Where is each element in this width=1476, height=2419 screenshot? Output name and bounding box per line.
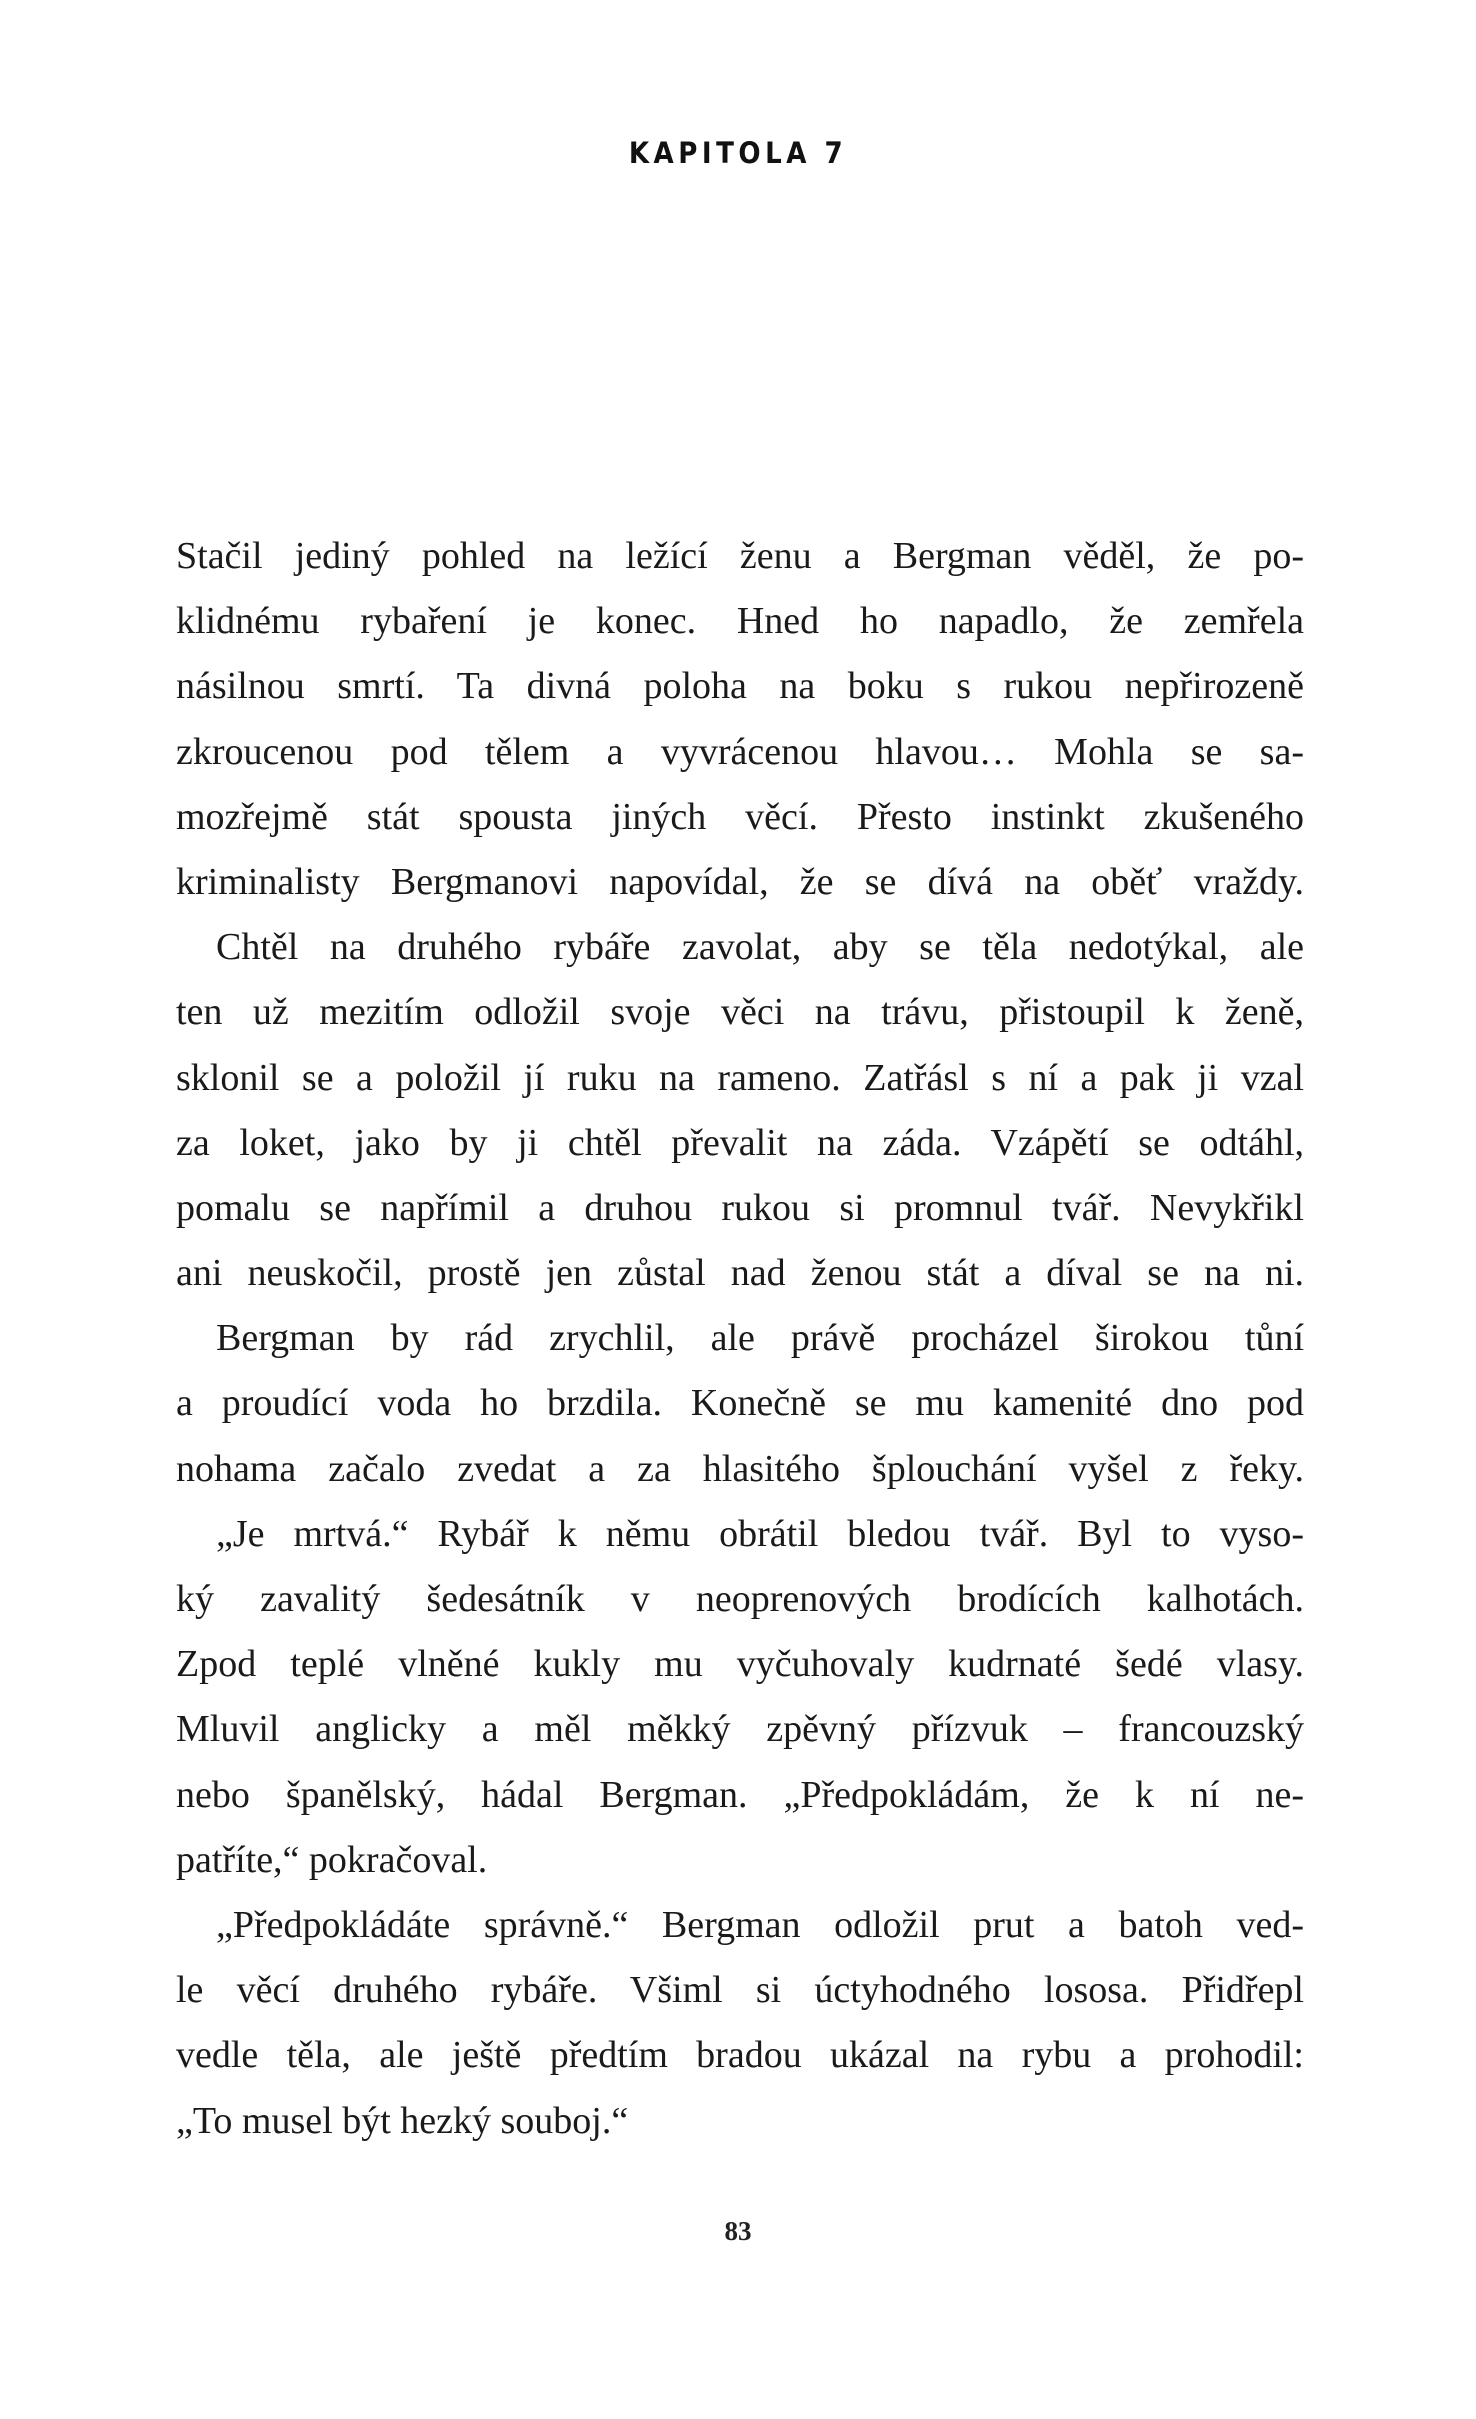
- text-line: Stačil jediný pohled na ležící ženu a Bergman věděl, že po-: [176, 535, 1304, 577]
- text-line: ani neuskočil, prostě jen zůstal nad ženou stát a díval se na ni.: [176, 1252, 1304, 1295]
- page-number: 83: [724, 2216, 752, 2246]
- text-line: mozřejmě stát spousta jiných věcí. Přesto instinkt zkušeného: [176, 795, 1304, 838]
- text-line: vedle těla, ale ještě předtím bradou ukázal na rybu a prohodil:: [176, 2034, 1304, 2077]
- text-line: Mluvil anglicky a měl měkký zpěvný přízvuk – francouzský: [176, 1708, 1304, 1751]
- text-line: Zpod teplé vlněné kukly mu vyčuhovaly kudrnaté šedé vlasy.: [176, 1643, 1304, 1686]
- text-line: sklonil se a položil jí ruku na rameno. Zatřásl s ní a pak ji vzal: [176, 1056, 1304, 1099]
- text-line: pomalu se napřímil a druhou rukou si promnul tvář. Nevykřikl: [176, 1186, 1304, 1229]
- text-line: nohama začalo zvedat a za hlasitého šplouchání vyšel z řeky.: [176, 1447, 1304, 1490]
- text-line: ký zavalitý šedesátník v neoprenových brodících kalhotách.: [176, 1578, 1304, 1620]
- text-line: Bergman by rád zrychlil, ale právě procházel širokou tůní: [216, 1317, 1304, 1360]
- text-line: klidnému rybaření je konec. Hned ho napadlo, že zemřela: [176, 600, 1304, 643]
- text-line: Chtěl na druhého rybáře zavolat, aby se těla nedotýkal, ale: [216, 926, 1304, 969]
- chapter-heading: KAPITOLA 7: [628, 136, 848, 170]
- text-line: a proudící voda ho brzdila. Konečně se mu kamenité dno pod: [176, 1382, 1304, 1425]
- text-line: „To musel být hezký souboj.“: [176, 2099, 629, 2142]
- text-line: „Je mrtvá.“ Rybář k němu obrátil bledou tvář. Byl to vyso-: [216, 1512, 1304, 1555]
- text-line: patříte,“ pokračoval.: [176, 1838, 488, 1881]
- text-line: násilnou smrtí. Ta divná poloha na boku s rukou nepřirozeně: [176, 665, 1304, 708]
- text-line: le věcí druhého rybáře. Všiml si úctyhodného lososa. Přidřepl: [176, 1969, 1304, 2012]
- text-line: nebo španělský, hádal Bergman. „Předpokládám, že k ní ne-: [176, 1773, 1304, 1816]
- text-line: za loket, jako by ji chtěl převalit na záda. Vzápětí se odtáhl,: [176, 1121, 1304, 1164]
- text-line: kriminalisty Bergmanovi napovídal, že se dívá na oběť vraždy.: [176, 860, 1304, 903]
- text-line: „Předpokládáte správně.“ Bergman odložil prut a batoh ved-: [216, 1903, 1304, 1946]
- text-line: ten už mezitím odložil svoje věci na trávu, přistoupil k ženě,: [176, 991, 1304, 1034]
- text-line: zkroucenou pod tělem a vyvrácenou hlavou… Mohla se sa-: [176, 730, 1304, 773]
- chapter-body-text: [176, 524, 1304, 2154]
